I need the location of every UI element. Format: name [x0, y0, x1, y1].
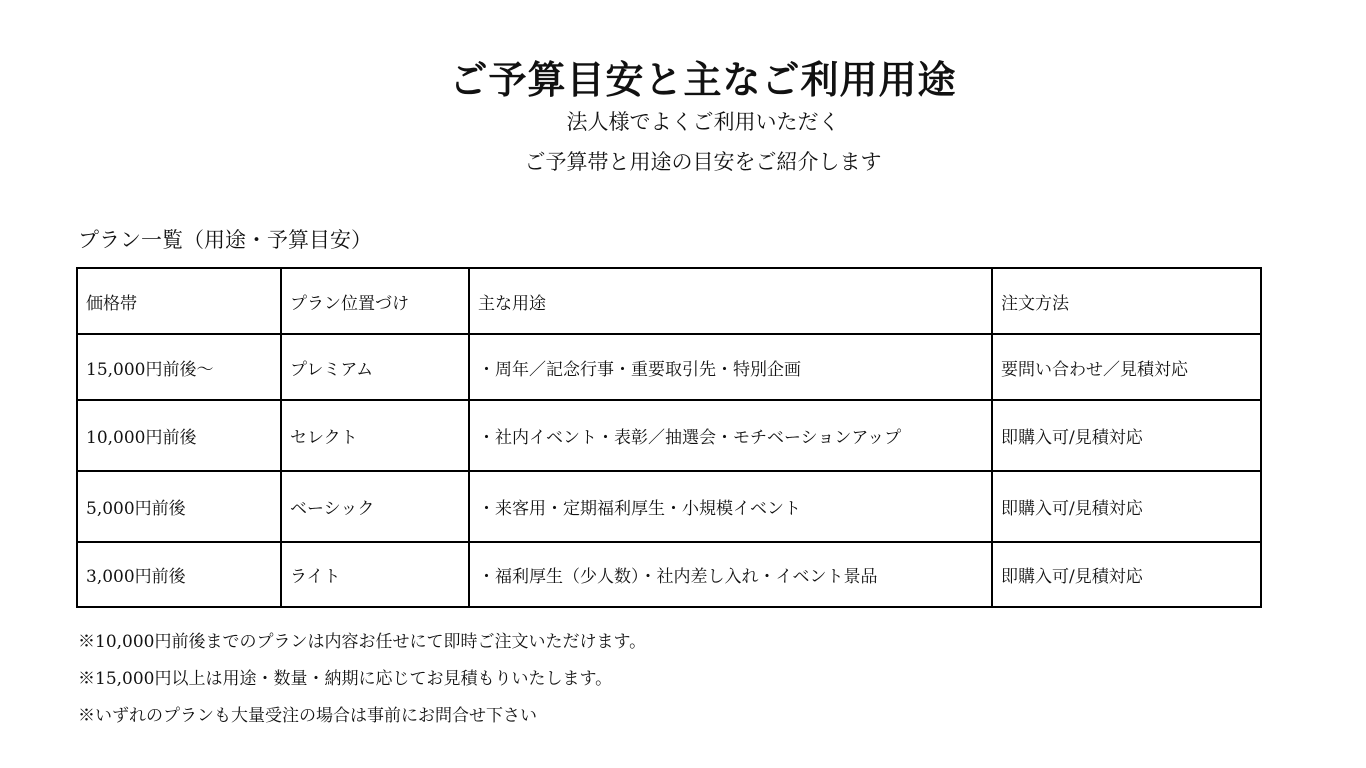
cell-main-uses: ・来客用・定期福利厚生・小規模イベント: [469, 471, 992, 542]
section-label: プラン一覧（用途・予算目安）: [78, 228, 372, 252]
column-header-order-method: 注文方法: [992, 268, 1261, 334]
cell-price-range: 15,000円前後〜: [77, 334, 281, 400]
notes: [78, 624, 646, 735]
table-row: [77, 542, 1261, 607]
cell-plan-position: プレミアム: [281, 334, 469, 400]
cell-price-range: 5,000円前後: [77, 471, 281, 542]
table-row: [77, 400, 1261, 471]
column-header-plan-position: プラン位置づけ: [281, 268, 469, 334]
page-subtitle-line1: 法人様でよくご利用いただく: [566, 110, 840, 134]
cell-main-uses: ・福利厚生（少人数）・社内差し入れ・イベント景品: [469, 542, 992, 607]
note-item: ※いずれのプランも大量受注の場合は事前にお問合せ下さい: [78, 706, 537, 726]
note-item: ※10,000円前後までのプランは内容お任せにて即時ご注文いただけます。: [78, 632, 647, 652]
cell-price-range: 10,000円前後: [77, 400, 281, 471]
cell-main-uses: ・社内イベント・表彰／抽選会・モチベーションアップ: [469, 400, 992, 471]
page-subtitle-line2: ご予算帯と用途の目安をご紹介します: [524, 150, 882, 174]
cell-price-range: 3,000円前後: [77, 542, 281, 607]
cell-order-method: 即購入可/見積対応: [992, 400, 1261, 471]
cell-plan-position: ライト: [281, 542, 469, 607]
note-item: ※15,000円以上は用途・数量・納期に応じてお見積もりいたします。: [78, 669, 613, 689]
cell-plan-position: ベーシック: [281, 471, 469, 542]
column-header-price-range: 価格帯: [77, 268, 281, 334]
page-header: [0, 54, 1366, 176]
cell-order-method: 即購入可/見積対応: [992, 542, 1261, 607]
cell-order-method: 要問い合わせ／見積対応: [992, 334, 1261, 400]
table-header-row: [77, 268, 1261, 334]
page-title: ご予算目安と主なご利用用途: [449, 57, 957, 102]
table-row: [77, 334, 1261, 400]
cell-main-uses: ・周年／記念行事・重要取引先・特別企画: [469, 334, 992, 400]
table-row: [77, 471, 1261, 542]
plans-table: [76, 267, 1262, 608]
cell-plan-position: セレクト: [281, 400, 469, 471]
column-header-main-uses: 主な用途: [469, 268, 992, 334]
cell-order-method: 即購入可/見積対応: [992, 471, 1261, 542]
